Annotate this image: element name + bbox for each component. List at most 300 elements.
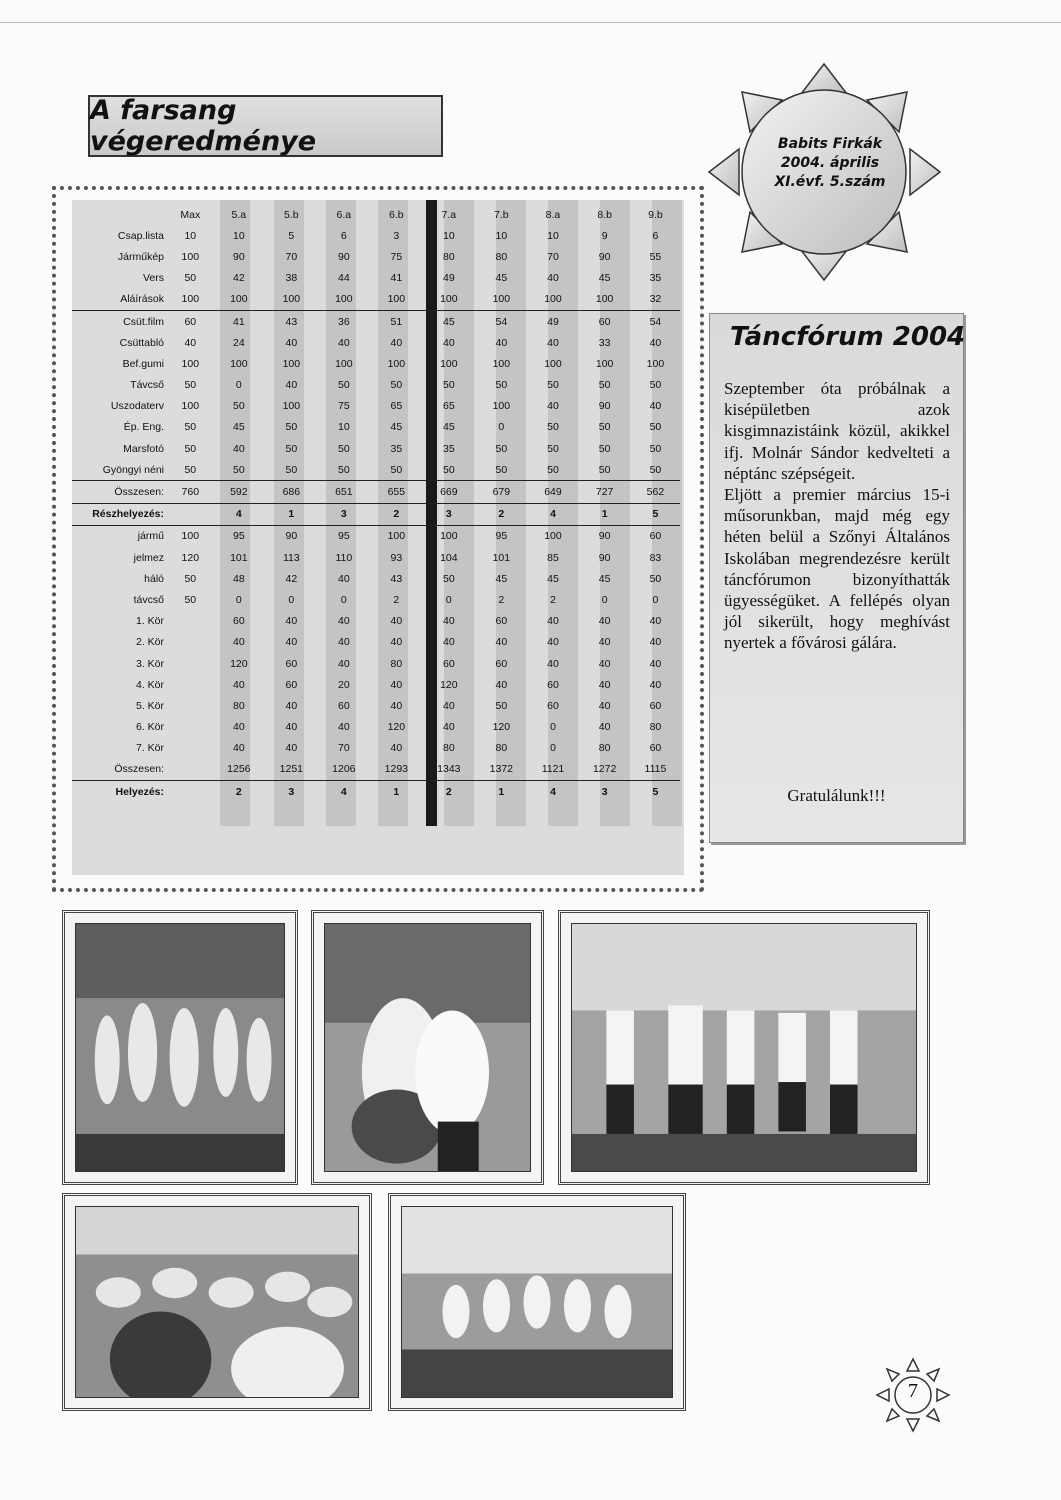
- table-cell: 50: [649, 421, 662, 434]
- table-cell: 45: [443, 421, 455, 434]
- table-cell: 65: [443, 400, 455, 413]
- table-cell: 60: [649, 699, 662, 712]
- table-cell: 3: [601, 785, 608, 798]
- table-cell: 50: [213, 459, 266, 481]
- table-cell: 50: [547, 442, 559, 455]
- table-cell: 50: [233, 400, 245, 413]
- table-cell: 50: [598, 379, 611, 392]
- row-label: 7. Kör: [135, 742, 164, 755]
- table-row: [72, 417, 680, 438]
- table-cell: 75: [338, 400, 350, 413]
- table-cell: 6: [652, 229, 659, 242]
- table-cell: 40: [547, 400, 559, 413]
- table-cell: 60: [598, 315, 611, 328]
- table-row: [72, 289, 680, 311]
- table-cell: 80: [598, 742, 611, 755]
- row-label: jelmez: [133, 551, 164, 564]
- table-cell: [168, 611, 213, 632]
- table-cell: 40: [390, 699, 403, 712]
- table-row: [72, 653, 680, 674]
- table-cell: 100: [282, 400, 301, 413]
- row-label: jármű: [137, 530, 164, 543]
- table-cell: 36: [338, 315, 350, 328]
- table-cell: 93: [390, 551, 403, 564]
- table-cell: 50: [475, 459, 528, 481]
- table-cell: 40: [285, 336, 298, 349]
- table-cell: 10: [443, 229, 455, 242]
- table-cell: 10: [547, 229, 559, 242]
- table-cell: 40: [649, 336, 662, 349]
- table-cell: 80: [495, 250, 508, 263]
- table-cell: 80: [443, 742, 455, 755]
- table-cell: 100: [387, 357, 406, 370]
- table-cell: 45: [233, 421, 245, 434]
- table-cell: 90: [598, 551, 611, 564]
- table-cell: 120: [492, 721, 511, 734]
- table-cell: 35: [649, 272, 662, 285]
- column-header: 8.a: [545, 208, 561, 221]
- table-cell: 40: [233, 442, 245, 455]
- table-cell: 40: [598, 699, 611, 712]
- issue-date: 2004. április: [780, 155, 880, 171]
- table-cell: 727: [578, 481, 631, 503]
- table-cell: 100: [181, 530, 200, 543]
- table-cell: 100: [181, 250, 200, 263]
- table-cell: 40: [443, 615, 455, 628]
- table-cell: 40: [649, 615, 662, 628]
- table-cell: 40: [390, 742, 403, 755]
- table-cell: 83: [649, 551, 662, 564]
- row-label: Marsfotó: [123, 442, 164, 455]
- table-cell: 60: [495, 657, 508, 670]
- table-cell: 2: [445, 785, 452, 798]
- table-cell: 2: [498, 593, 505, 606]
- table-cell: 80: [443, 250, 455, 263]
- photo-boys-group: [558, 910, 930, 1185]
- table-cell: 110: [335, 551, 353, 564]
- table-cell: 50: [547, 421, 559, 434]
- table-cell: 679: [475, 481, 528, 503]
- table-cell: 40: [233, 678, 245, 691]
- table-cell: 40: [547, 272, 559, 285]
- table-cell: 1256: [213, 759, 266, 781]
- table-cell: 60: [338, 699, 350, 712]
- results-header-row: [72, 204, 680, 225]
- table-cell: 100: [282, 357, 301, 370]
- table-row: [72, 525, 680, 547]
- table-cell: 0: [652, 593, 659, 606]
- table-cell: 100: [595, 357, 614, 370]
- table-cell: 24: [233, 336, 245, 349]
- table-cell: 1272: [578, 759, 631, 781]
- table-cell: 4: [550, 785, 556, 798]
- table-row: [72, 353, 680, 374]
- table-cell: 50: [184, 421, 197, 434]
- table-cell: 40: [443, 636, 455, 649]
- column-header: 6.a: [336, 208, 352, 221]
- table-cell: 2: [370, 503, 423, 525]
- table-cell: 10: [338, 421, 350, 434]
- table-cell: 1293: [370, 759, 423, 781]
- table-row: [72, 568, 680, 589]
- table-cell: 3: [288, 785, 295, 798]
- table-cell: 3: [393, 229, 400, 242]
- table-row: [72, 310, 680, 332]
- table-cell: 90: [233, 250, 245, 263]
- table-cell: 100: [646, 357, 665, 370]
- table-cell: 38: [285, 272, 298, 285]
- table-cell: 10: [233, 229, 245, 242]
- table-cell: 3: [318, 503, 371, 525]
- table-cell: 0: [340, 593, 347, 606]
- table-cell: 41: [233, 315, 245, 328]
- table-cell: 50: [423, 459, 476, 481]
- table-cell: 1115: [631, 759, 680, 781]
- column-header: 5.a: [231, 208, 247, 221]
- table-cell: 5: [652, 785, 659, 798]
- table-cell: [168, 759, 213, 781]
- table-cell: 1343: [423, 759, 476, 781]
- table-cell: 40: [443, 699, 455, 712]
- table-cell: 40: [547, 615, 559, 628]
- table-cell: 40: [285, 379, 298, 392]
- column-header: 5.b: [284, 208, 299, 221]
- table-cell: 43: [285, 315, 298, 328]
- table-cell: 100: [181, 400, 200, 413]
- table-cell: 50: [370, 459, 423, 481]
- table-cell: 40: [598, 636, 611, 649]
- row-label: 2. Kör: [135, 636, 164, 649]
- table-cell: 40: [338, 657, 350, 670]
- row-label: Helyezés:: [115, 785, 164, 798]
- row-label: Járműkép: [117, 250, 164, 263]
- table-cell: 95: [338, 530, 350, 543]
- table-cell: 0: [235, 379, 242, 392]
- table-cell: 40: [184, 336, 197, 349]
- page-number: 7: [908, 1380, 918, 1402]
- row-label: Összesen:: [72, 759, 168, 781]
- table-cell: 40: [495, 636, 508, 649]
- table-cell: 43: [390, 572, 403, 585]
- table-cell: 40: [443, 721, 455, 734]
- table-cell: 50: [649, 379, 662, 392]
- table-cell: 40: [547, 636, 559, 649]
- row-label: 3. Kör: [135, 657, 164, 670]
- table-row: [72, 674, 680, 695]
- table-cell: 5: [631, 503, 680, 525]
- table-cell: 40: [233, 636, 245, 649]
- table-cell: 40: [598, 657, 611, 670]
- table-cell: 85: [547, 551, 559, 564]
- table-cell: 70: [285, 250, 298, 263]
- table-cell: 50: [495, 442, 508, 455]
- table-cell: 655: [370, 481, 423, 503]
- table-cell: 100: [181, 357, 200, 370]
- table-cell: 0: [498, 421, 505, 434]
- table-row: [72, 547, 680, 568]
- table-cell: 10: [495, 229, 508, 242]
- table-cell: 50: [184, 379, 197, 392]
- table-cell: 50: [443, 572, 455, 585]
- table-cell: 45: [495, 272, 508, 285]
- table-cell: 50: [338, 379, 350, 392]
- table-row: [72, 225, 680, 246]
- table-cell: 100: [335, 357, 353, 370]
- table-row: [72, 695, 680, 716]
- article-title: Táncfórum 2004: [730, 322, 966, 352]
- table-cell: 101: [230, 551, 248, 564]
- table-cell: 40: [338, 572, 350, 585]
- table-cell: 651: [318, 481, 371, 503]
- table-cell: 40: [285, 721, 298, 734]
- table-cell: 50: [265, 459, 318, 481]
- table-cell: 54: [495, 315, 508, 328]
- table-cell: 4: [213, 503, 266, 525]
- table-cell: 0: [235, 593, 242, 606]
- table-cell: 50: [528, 459, 579, 481]
- table-cell: 4: [340, 785, 347, 798]
- row-label: Vers: [142, 272, 164, 285]
- table-cell: 100: [230, 357, 248, 370]
- table-cell: 40: [285, 636, 298, 649]
- table-cell: 70: [547, 250, 559, 263]
- table-cell: 3: [423, 503, 476, 525]
- table-cell: 40: [443, 336, 455, 349]
- table-cell: 60: [285, 657, 298, 670]
- table-row: [72, 738, 680, 759]
- table-cell: 100: [544, 357, 562, 370]
- table-cell: 49: [443, 272, 455, 285]
- row-label: 6. Kör: [135, 721, 164, 734]
- table-cell: 40: [233, 742, 245, 755]
- table-cell: 50: [168, 459, 213, 481]
- table-cell: 40: [649, 636, 662, 649]
- article-paragraph: Szeptember óta próbálnak a kisépületben azok kisgimnazistáink közül, akikkel ifj. Molnár Sándor kedvelteti a néptánc szépségeit.: [724, 379, 950, 483]
- table-cell: 1372: [475, 759, 528, 781]
- table-cell: 45: [443, 315, 455, 328]
- table-cell: 95: [495, 530, 508, 543]
- table-cell: 120: [440, 678, 458, 691]
- table-cell: 2: [393, 593, 400, 606]
- table-cell: 40: [338, 636, 350, 649]
- table-cell: 100: [213, 289, 266, 311]
- table-cell: 1: [393, 785, 400, 798]
- issue-info: [745, 135, 915, 192]
- table-cell: 70: [338, 742, 350, 755]
- issue-number: XI.évf. 5.szám: [774, 174, 886, 190]
- table-cell: [168, 717, 213, 738]
- table-cell: 50: [547, 379, 559, 392]
- table-cell: 41: [390, 272, 403, 285]
- table-cell: 100: [440, 530, 458, 543]
- column-header: 7.a: [441, 208, 457, 221]
- table-row: [72, 503, 680, 525]
- table-cell: 50: [578, 459, 631, 481]
- table-cell: 50: [285, 421, 298, 434]
- table-cell: 48: [233, 572, 245, 585]
- table-cell: 60: [495, 615, 508, 628]
- table-cell: 4: [528, 503, 579, 525]
- row-label: Távcső: [130, 379, 164, 392]
- table-cell: 686: [265, 481, 318, 503]
- table-cell: 100: [440, 357, 458, 370]
- table-cell: 42: [285, 572, 298, 585]
- table-cell: 32: [631, 289, 680, 311]
- table-cell: [168, 781, 213, 803]
- table-cell: 40: [390, 336, 403, 349]
- row-label: Csap.lista: [117, 229, 164, 242]
- table-cell: 113: [282, 551, 300, 564]
- table-cell: 45: [390, 421, 403, 434]
- table-row: [72, 481, 680, 503]
- table-cell: 100: [387, 530, 406, 543]
- table-cell: 60: [649, 530, 662, 543]
- table-cell: [168, 738, 213, 759]
- row-label: 1. Kör: [135, 615, 164, 628]
- table-cell: 40: [285, 615, 298, 628]
- row-label: Bef.gumi: [122, 357, 164, 370]
- table-cell: 60: [547, 699, 559, 712]
- table-cell: 65: [390, 400, 403, 413]
- table-cell: [168, 695, 213, 716]
- photo-dancing-couple: [311, 910, 544, 1185]
- row-label: Összesen:: [72, 481, 168, 503]
- table-cell: 40: [338, 336, 350, 349]
- table-cell: 40: [598, 721, 611, 734]
- table-row: [72, 781, 680, 803]
- table-cell: 40: [338, 615, 350, 628]
- table-cell: 49: [547, 315, 559, 328]
- table-cell: 2: [550, 593, 556, 606]
- table-cell: 40: [285, 699, 298, 712]
- table-cell: 42: [233, 272, 245, 285]
- table-cell: 80: [495, 742, 508, 755]
- table-cell: 80: [649, 721, 662, 734]
- table-cell: 562: [631, 481, 680, 503]
- page-title: [88, 95, 443, 157]
- table-cell: 120: [387, 721, 406, 734]
- table-cell: 20: [338, 678, 350, 691]
- table-cell: 649: [528, 481, 579, 503]
- table-cell: 40: [233, 721, 245, 734]
- table-cell: 40: [495, 678, 508, 691]
- table-cell: 1251: [265, 759, 318, 781]
- table-cell: 80: [233, 699, 245, 712]
- table-cell: [168, 632, 213, 653]
- table-cell: 40: [390, 615, 403, 628]
- table-cell: 40: [338, 721, 350, 734]
- table-cell: 760: [168, 481, 213, 503]
- table-cell: 40: [390, 636, 403, 649]
- table-cell: 100: [370, 289, 423, 311]
- table-cell: 120: [230, 657, 248, 670]
- table-row: [72, 717, 680, 738]
- table-cell: 75: [390, 250, 403, 263]
- table-cell: 60: [547, 678, 559, 691]
- results-table: [72, 204, 680, 802]
- column-header: 6.b: [389, 208, 404, 221]
- table-cell: [168, 653, 213, 674]
- table-row: [72, 246, 680, 267]
- table-cell: 50: [649, 572, 662, 585]
- row-label: Aláírások: [72, 289, 168, 311]
- table-cell: 35: [443, 442, 455, 455]
- row-label: 5. Kör: [135, 699, 164, 712]
- table-cell: 60: [184, 315, 197, 328]
- table-cell: 90: [598, 250, 611, 263]
- table-cell: 45: [598, 572, 611, 585]
- table-cell: 50: [184, 593, 197, 606]
- row-label: Uszodaterv: [110, 400, 164, 413]
- row-label: Ép. Eng.: [123, 421, 164, 434]
- table-cell: 1: [498, 785, 505, 798]
- table-row: [72, 589, 680, 610]
- table-cell: 80: [390, 657, 403, 670]
- table-cell: 0: [601, 593, 608, 606]
- table-cell: 1206: [318, 759, 371, 781]
- column-header: 9.b: [648, 208, 663, 221]
- table-cell: 40: [547, 336, 559, 349]
- table-cell: 100: [528, 289, 579, 311]
- table-cell: [168, 674, 213, 695]
- column-header: 8.b: [597, 208, 612, 221]
- table-cell: 60: [233, 615, 245, 628]
- page-title-text: A farsang végeredménye: [90, 95, 317, 157]
- table-cell: 33: [598, 336, 611, 349]
- table-row: [72, 396, 680, 417]
- table-cell: 50: [390, 379, 403, 392]
- table-cell: 40: [547, 657, 559, 670]
- table-cell: 50: [598, 421, 611, 434]
- table-cell: 40: [285, 742, 298, 755]
- table-cell: 100: [578, 289, 631, 311]
- table-cell: 100: [318, 289, 371, 311]
- table-row: [72, 632, 680, 653]
- table-cell: 1121: [528, 759, 579, 781]
- table-cell: 9: [601, 229, 608, 242]
- photo-circle-dance: [388, 1193, 686, 1411]
- table-cell: 100: [265, 289, 318, 311]
- row-label: Részhelyezés:: [72, 503, 168, 525]
- table-cell: 50: [598, 442, 611, 455]
- table-cell: 100: [168, 289, 213, 311]
- table-cell: 40: [649, 657, 662, 670]
- table-cell: 100: [492, 400, 511, 413]
- row-label: Gyöngyi néni: [72, 459, 168, 481]
- table-row: [72, 332, 680, 353]
- table-row: [72, 438, 680, 459]
- table-cell: 50: [184, 442, 197, 455]
- table-cell: 44: [338, 272, 350, 285]
- table-cell: 100: [492, 357, 511, 370]
- table-cell: 101: [492, 551, 511, 564]
- table-cell: 40: [598, 615, 611, 628]
- table-cell: [168, 503, 213, 525]
- table-cell: 100: [423, 289, 476, 311]
- table-cell: 60: [285, 678, 298, 691]
- table-cell: 0: [445, 593, 452, 606]
- table-cell: 6: [340, 229, 347, 242]
- table-cell: 90: [598, 400, 611, 413]
- table-cell: 90: [285, 530, 298, 543]
- table-cell: 40: [649, 678, 662, 691]
- table-cell: 45: [547, 572, 559, 585]
- row-label: Csüttabló: [119, 336, 164, 349]
- table-cell: 10: [184, 229, 197, 242]
- column-header: 7.b: [494, 208, 509, 221]
- table-cell: 50: [285, 442, 298, 455]
- table-cell: 100: [544, 530, 562, 543]
